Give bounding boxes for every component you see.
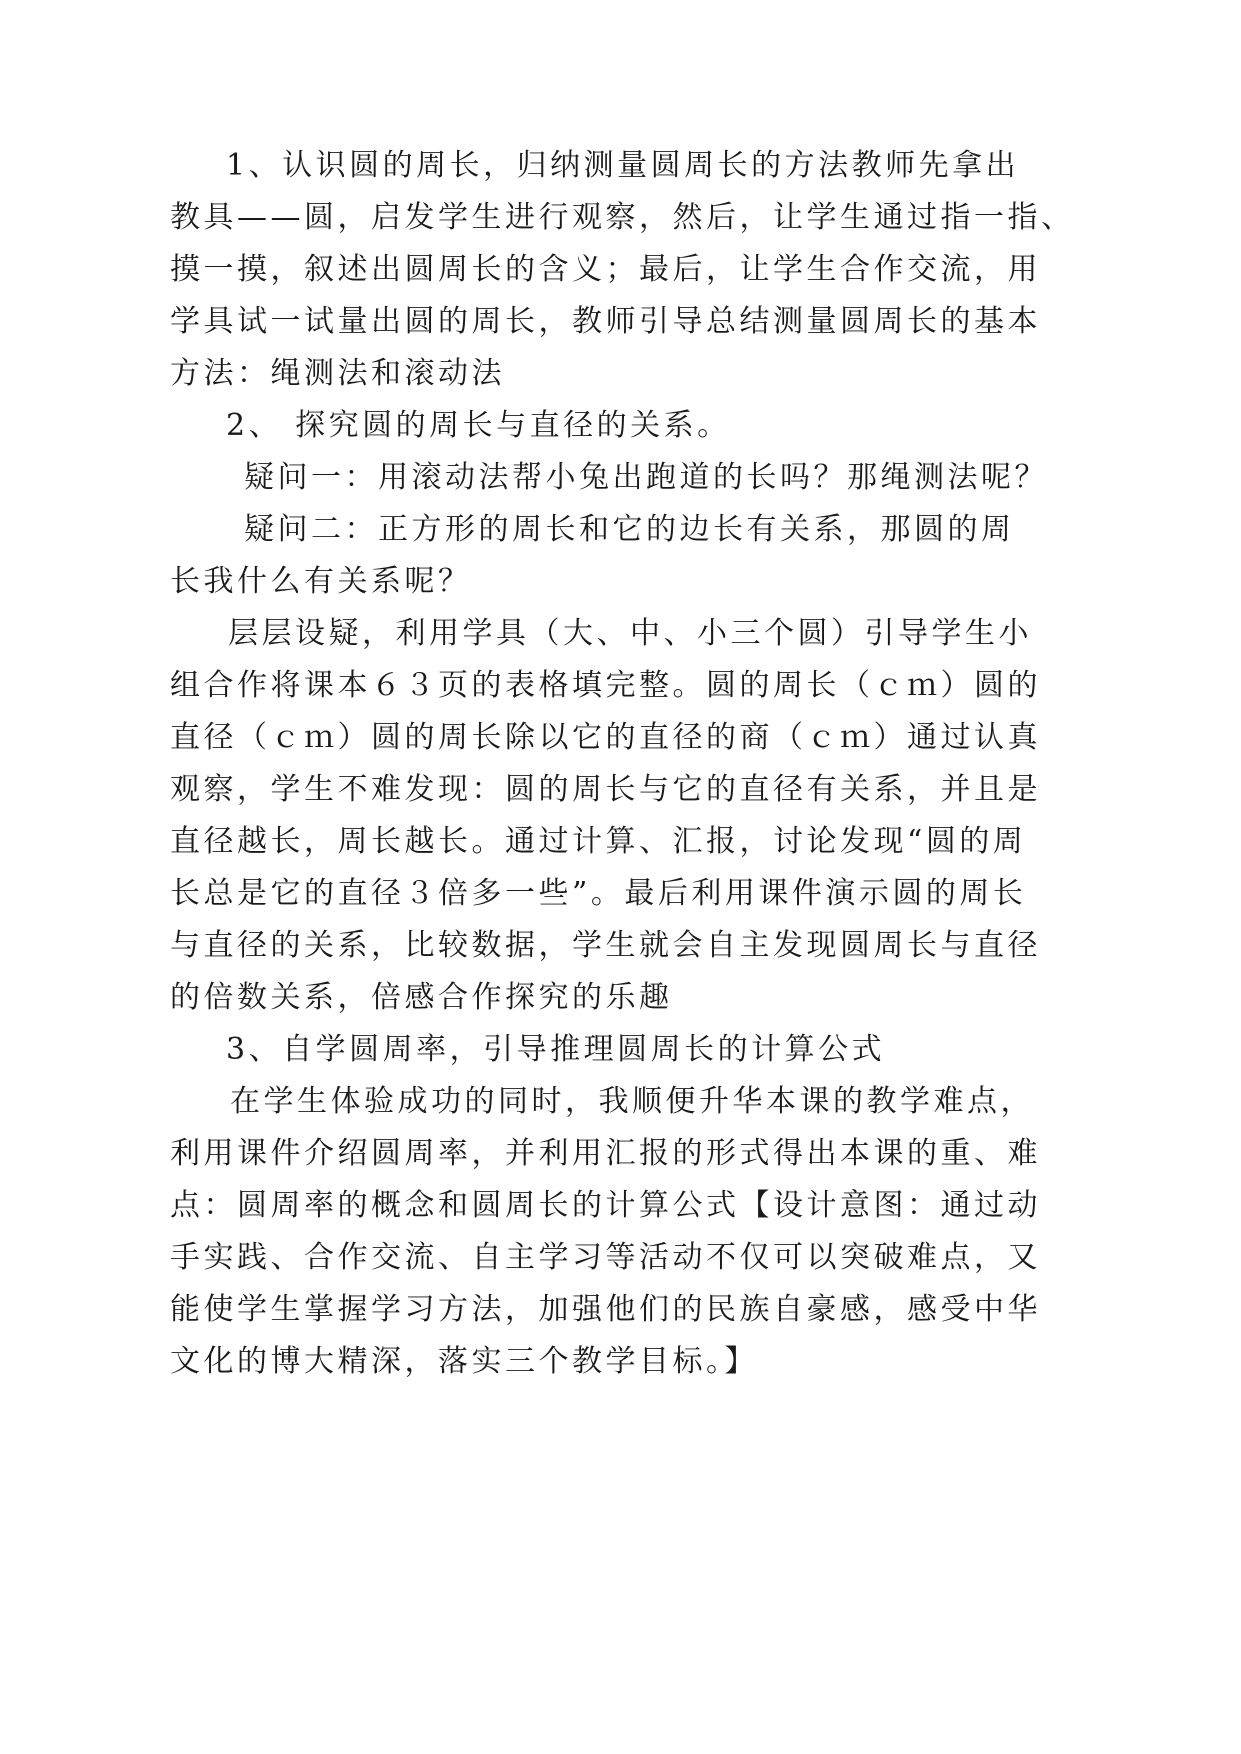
text-line: 观察，学生不难发现：圆的周长与它的直径有关系，并且是 (170, 772, 1041, 807)
text-line: 长总是它的直径３倍多一些”。最后利用课件演示圆的周长 (170, 876, 1027, 911)
text-line: 组合作将课本６３页的表格填完整。圆的周长（ｃｍ）圆的 (170, 668, 1041, 703)
text-line: 疑问二：正方形的周长和它的边长有关系，那圆的周 (244, 512, 1015, 547)
text-line: 教具——圆，启发学生进行观察，然后，让学生通过指一指、 (170, 200, 1075, 235)
text-line: 点：圆周率的概念和圆周长的计算公式【设计意图：通过动 (170, 1188, 1041, 1223)
text-line: 长我什么有关系呢？ (170, 564, 472, 599)
text-line: 学具试一试量出圆的周长，教师引导总结测量圆周长的基本 (170, 304, 1041, 339)
text-line: 3、自学圆周率，引导推理圆周长的计算公式 (226, 1032, 886, 1067)
text-line: 1、认识圆的周长，归纳测量圆周长的方法教师先拿出 (226, 148, 1020, 183)
text-line: 文化的博大精深，落实三个教学目标。】 (170, 1344, 758, 1379)
text-line: 疑问一：用滚动法帮小兔出跑道的长吗？那绳测法呢？ (244, 460, 1048, 495)
text-line: 与直径的关系，比较数据，学生就会自主发现圆周长与直径 (170, 928, 1041, 963)
text-line: 直径（ｃｍ）圆的周长除以它的直径的商（ｃｍ）通过认真 (170, 720, 1041, 755)
text-line: 直径越长，周长越长。通过计算、汇报，讨论发现“圆的周 (170, 824, 1027, 859)
text-line: 在学生体验成功的同时，我顺便升华本课的教学难点， (230, 1084, 1034, 1119)
text-line: 层层设疑，利用学具（大、中、小三个圆）引导学生小 (228, 616, 1032, 651)
text-line: 方法：绳测法和滚动法 (170, 356, 505, 391)
text-line: 的倍数关系，倍感合作探究的乐趣 (170, 980, 673, 1015)
text-line: 能使学生掌握学习方法，加强他们的民族自豪感，感受中华 (170, 1292, 1041, 1327)
text-line: 手实践、合作交流、自主学习等活动不仅可以突破难点，又 (170, 1240, 1041, 1275)
text-line: 2、 探究圆的周长与直径的关系。 (226, 408, 731, 443)
text-line: 摸一摸，叙述出圆周长的含义；最后，让学生合作交流，用 (170, 252, 1041, 287)
text-line: 利用课件介绍圆周率，并利用汇报的形式得出本课的重、难 (170, 1136, 1041, 1171)
